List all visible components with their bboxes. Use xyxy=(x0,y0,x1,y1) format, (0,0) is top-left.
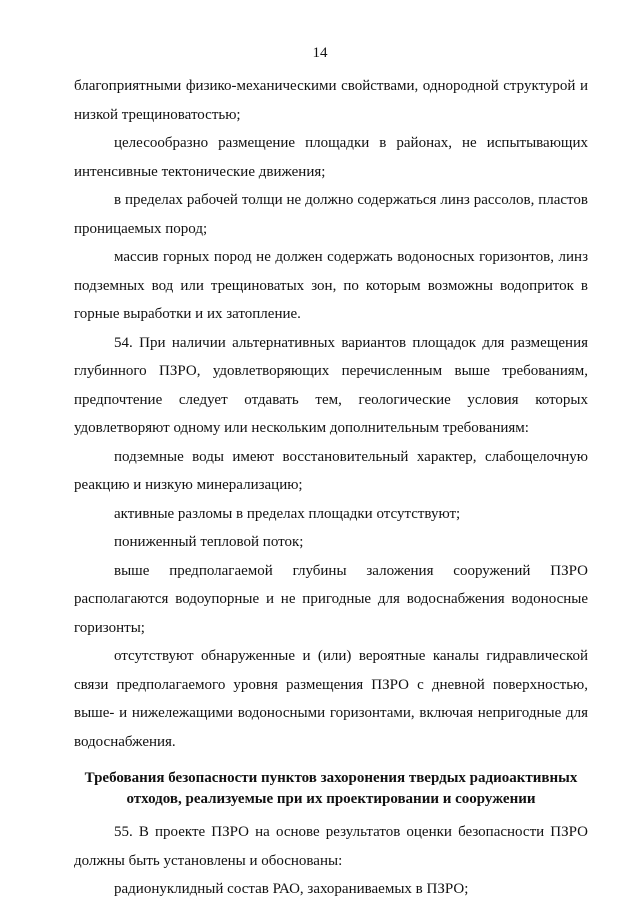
document-body xyxy=(74,72,588,904)
paragraph: выше предполагаемой глубины заложения сооружений ПЗРО располагаются водоупорные и не пригодные для водоснабжения водоносные горизонты; xyxy=(74,562,588,636)
paragraph: радионуклидный состав РАО, захораниваемых в ПЗРО; xyxy=(114,881,469,897)
section-heading-line-1: Требования безопасности пунктов захоронения твердых радиоактивных xyxy=(84,770,578,786)
page-number: 14 xyxy=(312,45,328,61)
paragraph: 54. При наличии альтернативных вариантов площадок для размещения глубинного ПЗРО, удовлетворяющих перечисленным выше требованиям, предпочтение следует отдавать тем, геологические условия которых удовлетворяют одному или нескольким дополнительным требованиям: xyxy=(74,334,588,436)
paragraph: подземные воды имеют восстановительный характер, слабощелочную реакцию и низкую минерализацию; xyxy=(74,448,588,493)
paragraph: благоприятными физико-механическими свойствами, однородной структурой и низкой трещиноватостью; xyxy=(74,78,588,123)
paragraph: пониженный тепловой поток; xyxy=(114,534,304,550)
section-heading xyxy=(74,768,588,810)
paragraph: массив горных пород не должен содержать водоносных горизонтов, линз подземных вод или трещиноватых зон, по которым возможны водоприток в горные выработки и их затопление. xyxy=(74,249,588,322)
paragraph: целесообразно размещение площадки в районах, не испытывающих интенсивные тектонические движения; xyxy=(74,135,588,180)
paragraph: 55. В проекте ПЗРО на основе результатов оценки безопасности ПЗРО должны быть установлены и обоснованы: xyxy=(74,824,588,869)
section-heading-line-2: отходов, реализуемые при их проектировании и сооружении xyxy=(126,791,536,807)
paragraph-group-bottom xyxy=(74,818,588,904)
paragraph: в пределах рабочей толщи не должно содержаться линз рассолов, пластов проницаемых пород; xyxy=(74,192,588,237)
paragraph: отсутствуют обнаруженные и (или) вероятные каналы гидравлической связи предполагаемого уровня размещения ПЗРО с дневной поверхностью, выше- и нижележащими водоносными горизонтами, включая непригодные для водоснабжения. xyxy=(74,648,588,750)
paragraph: активные разломы в пределах площадки отсутствуют; xyxy=(114,505,461,522)
paragraph-group-top xyxy=(74,72,588,756)
